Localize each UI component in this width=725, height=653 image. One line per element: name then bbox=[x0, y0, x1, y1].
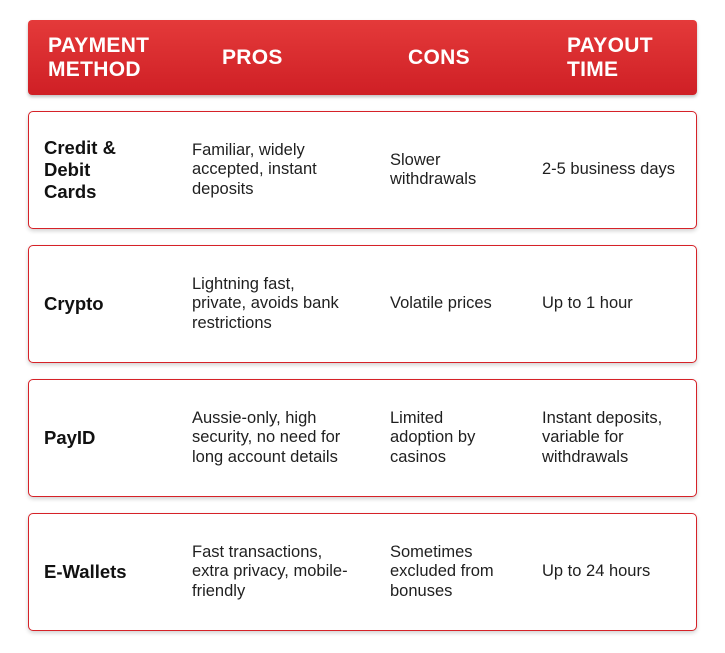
cell-cons: Volatile prices bbox=[390, 294, 492, 313]
cell-cons: Slower withdrawals bbox=[390, 150, 477, 188]
cell-payout: Instant deposits, variable for withdrawals bbox=[542, 408, 663, 466]
header-payment-method: PAYMENT METHOD bbox=[48, 33, 150, 81]
cell-method: E-Wallets bbox=[44, 561, 127, 582]
cell-pros: Familiar, widely accepted, instant deposits bbox=[192, 140, 317, 198]
header-cons: CONS bbox=[408, 45, 470, 69]
cell-pros: Aussie-only, high security, no need for long account details bbox=[192, 408, 341, 466]
cell-method: PayID bbox=[44, 427, 96, 448]
cell-cons: Limited adoption by casinos bbox=[390, 408, 476, 466]
table-row-e-wallets bbox=[28, 513, 697, 631]
cell-cons: Sometimes excluded from bonuses bbox=[390, 542, 494, 600]
header-pros: PROS bbox=[222, 45, 283, 69]
cell-method: Crypto bbox=[44, 293, 104, 314]
table-header bbox=[28, 20, 697, 95]
header-payout-time: PAYOUT TIME bbox=[567, 33, 653, 81]
cell-method: Credit & Debit Cards bbox=[44, 137, 116, 202]
cell-payout: 2-5 business days bbox=[542, 160, 675, 179]
cell-pros: Lightning fast, private, avoids bank restrictions bbox=[192, 274, 339, 332]
cell-payout: Up to 1 hour bbox=[542, 294, 633, 313]
cell-payout: Up to 24 hours bbox=[542, 562, 651, 581]
table-row-crypto bbox=[28, 245, 697, 363]
table-row-credit-debit-cards bbox=[28, 111, 697, 229]
table-row-payid bbox=[28, 379, 697, 497]
cell-pros: Fast transactions, extra privacy, mobile-friendly bbox=[192, 542, 348, 600]
